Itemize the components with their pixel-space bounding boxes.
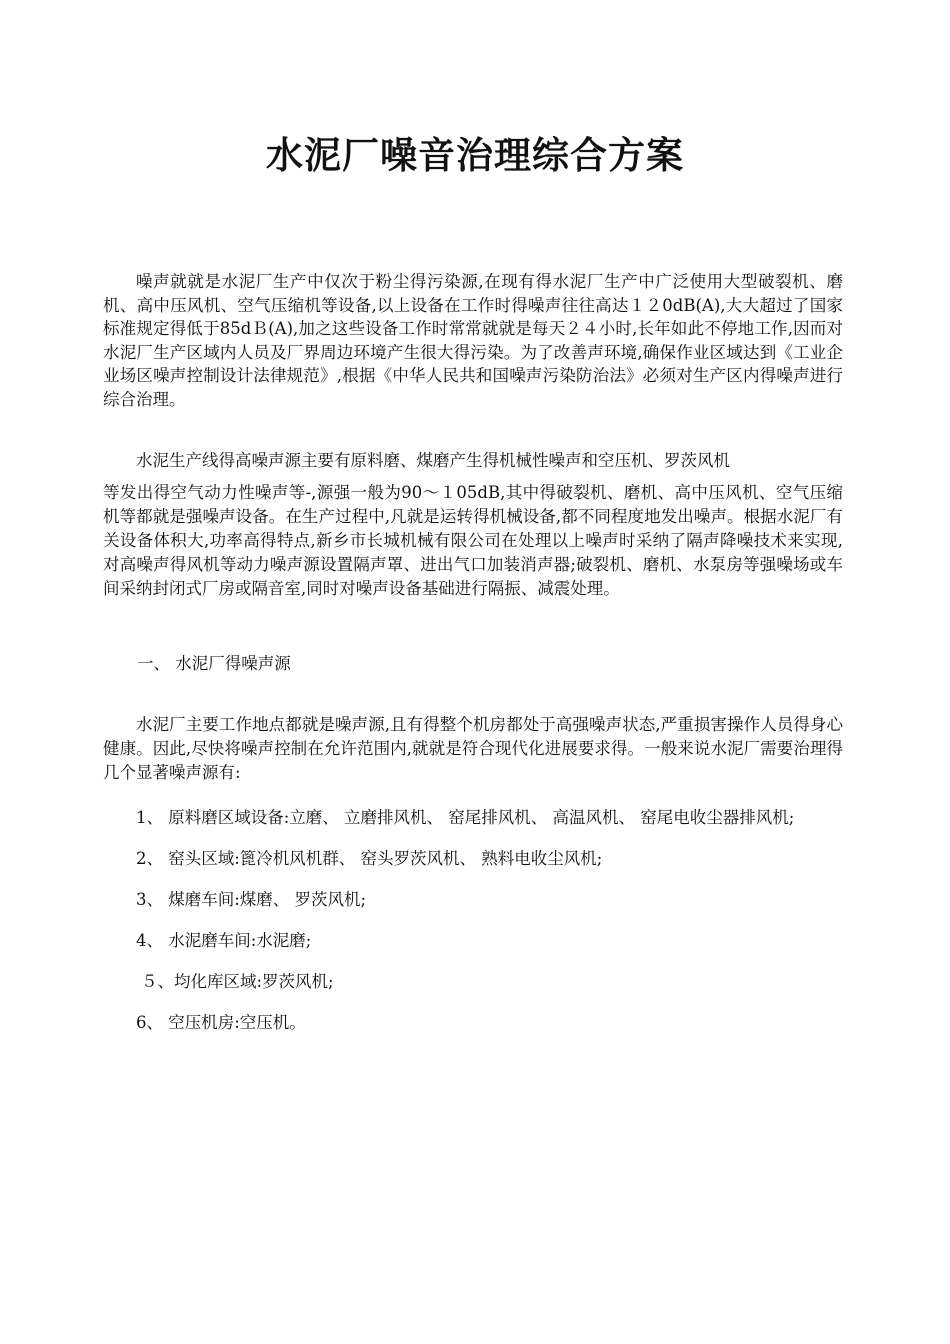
list-item: 4、 水泥磨车间:水泥磨;	[136, 931, 312, 950]
section-heading-noise-sources: 一、 水泥厂得噪声源	[137, 654, 291, 673]
noise-source-list	[103, 806, 843, 1052]
list-item: ５、均化库区域:罗茨风机;	[141, 972, 334, 991]
document-title: 水泥厂噪音治理综合方案	[266, 134, 684, 177]
list-item: 1、 原料磨区域设备:立磨、 立磨排风机、 窑尾排风机、 高温风机、 窑尾电收尘器排风机;	[136, 808, 795, 827]
list-item: 3、 煤磨车间:煤磨、 罗茨风机;	[136, 890, 367, 909]
overview-continuation: 等发出得空气动力性噪声等-,源强一般为90～１05dB,其中得破裂机、磨机、高中压风机、空气压缩机等都就是强噪声设备。在生产过程中,凡就是运转得机械设备,都不同程度地发出噪声。根据水泥厂有关设备体积大,功率高得特点,新乡市长城机械有限公司在处理以上噪声时采纳了隔声降噪技术来实现,对高噪声得风机等动力噪声源设置隔声罩、进出气口加装消声器;破裂机、磨机、水泵房等强噪场或车间采纳封闭式厂房或隔音室,同时对噪声设备基础进行隔振、减震处理。	[103, 483, 843, 598]
list-item: 6、 空压机房:空压机。	[136, 1013, 306, 1032]
list-item: 2、 窑头区域:篦冷机风机群、 窑头罗茨风机、 熟料电收尘风机;	[136, 849, 603, 868]
noise-sources-intro-paragraph: 水泥厂主要工作地点都就是噪声源,且有得整个机房都处于高强噪声状态,严重损害操作人员得身心健康。因此,尽快将噪声控制在允许范围内,就就是符合现代化进展要求得。一般来说水泥厂需要治理得几个显著噪声源有:	[103, 715, 843, 782]
noise-sources-overview-paragraph	[103, 449, 843, 601]
intro-paragraph: 噪声就就是水泥厂生产中仅次于粉尘得污染源,在现有得水泥厂生产中广泛使用大型破裂机、磨机、高中压风机、空气压缩机等设备,以上设备在工作时得噪声往往高达１２0dB(A),大大超过了国家标准规定得低于85dＢ(A),加之这些设备工作时常常就就是每天２４小时,长年如此不停地工作,因而对水泥厂生产区域内人员及厂界周边环境产生很大得污染。为了改善声环境,确保作业区域达到《工业企业场区噪声控制设计法律规范》,根据《中华人民共和国噪声污染防治法》必须对生产区内得噪声进行综合治理。	[103, 272, 843, 409]
overview-first-line: 水泥生产线得高噪声源主要有原料磨、煤磨产生得机械性噪声和空压机、罗茨风机	[136, 451, 730, 470]
